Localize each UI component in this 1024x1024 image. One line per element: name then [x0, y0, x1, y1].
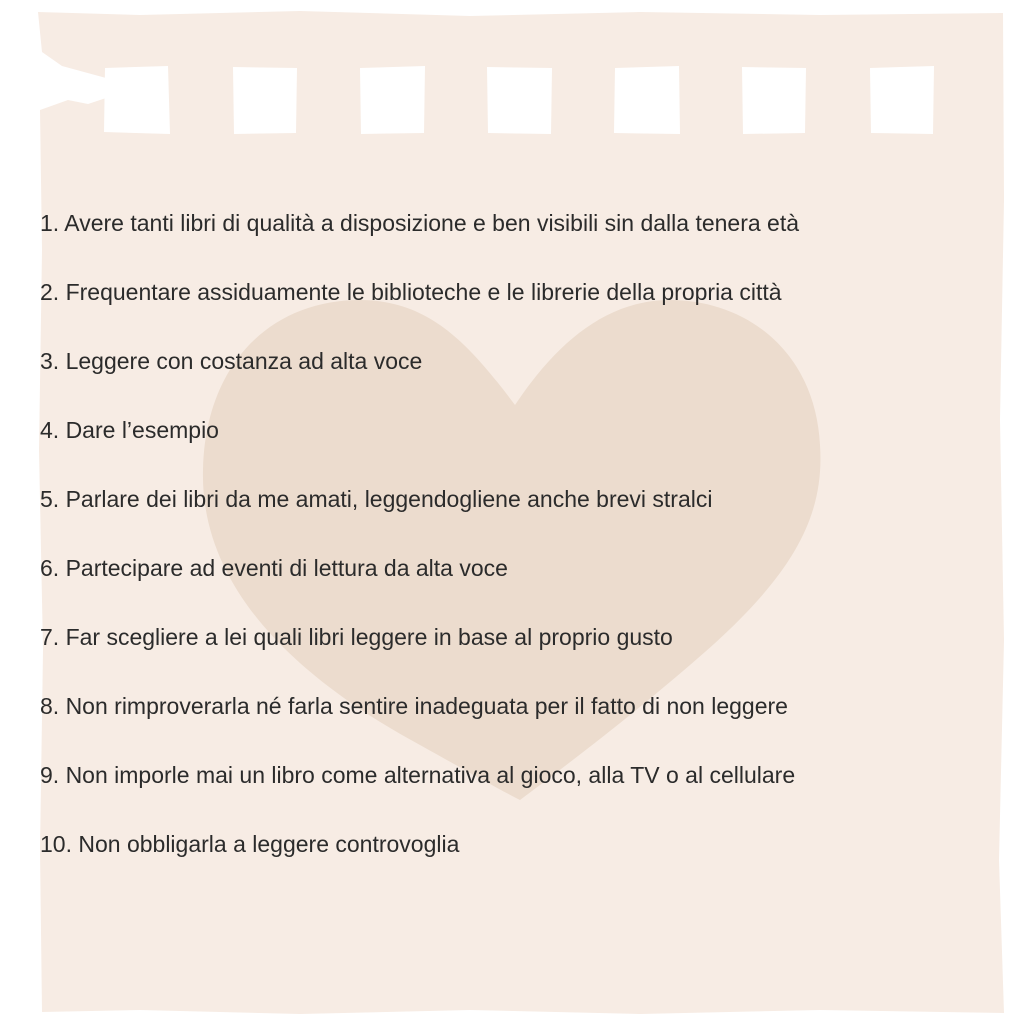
list-item: 3. Leggere con costanza ad alta voce	[40, 348, 423, 374]
list-item: 10. Non obbligarla a leggere controvoglia	[40, 831, 460, 857]
list-item: 4. Dare l’esempio	[40, 417, 219, 443]
notebook-punch-hole	[487, 67, 552, 134]
notebook-punch-hole	[742, 67, 806, 134]
notebook-punch-hole	[360, 66, 425, 134]
reading-tips-list	[40, 205, 1010, 895]
list-item: 7. Far scegliere a lei quali libri leggere in base al proprio gusto	[40, 624, 673, 650]
list-item: 8. Non rimproverarla né farla sentire inadeguata per il fatto di non leggere	[40, 693, 788, 719]
notebook-punch-hole	[614, 66, 680, 134]
list-item: 1. Avere tanti libri di qualità a disposizione e ben visibili sin dalla tenera età	[40, 210, 800, 236]
notebook-punch-hole	[870, 66, 934, 134]
notebook-punch-hole	[104, 66, 170, 134]
list-item: 2. Frequentare assiduamente le biblioteche e le librerie della propria città	[40, 279, 782, 305]
list-item: 9. Non imporle mai un libro come alternativa al gioco, alla TV o al cellulare	[40, 762, 796, 788]
list-item: 5. Parlare dei libri da me amati, leggendogliene anche brevi stralci	[40, 486, 713, 512]
list-item: 6. Partecipare ad eventi di lettura da alta voce	[40, 555, 508, 581]
notebook-punch-hole	[233, 67, 297, 134]
